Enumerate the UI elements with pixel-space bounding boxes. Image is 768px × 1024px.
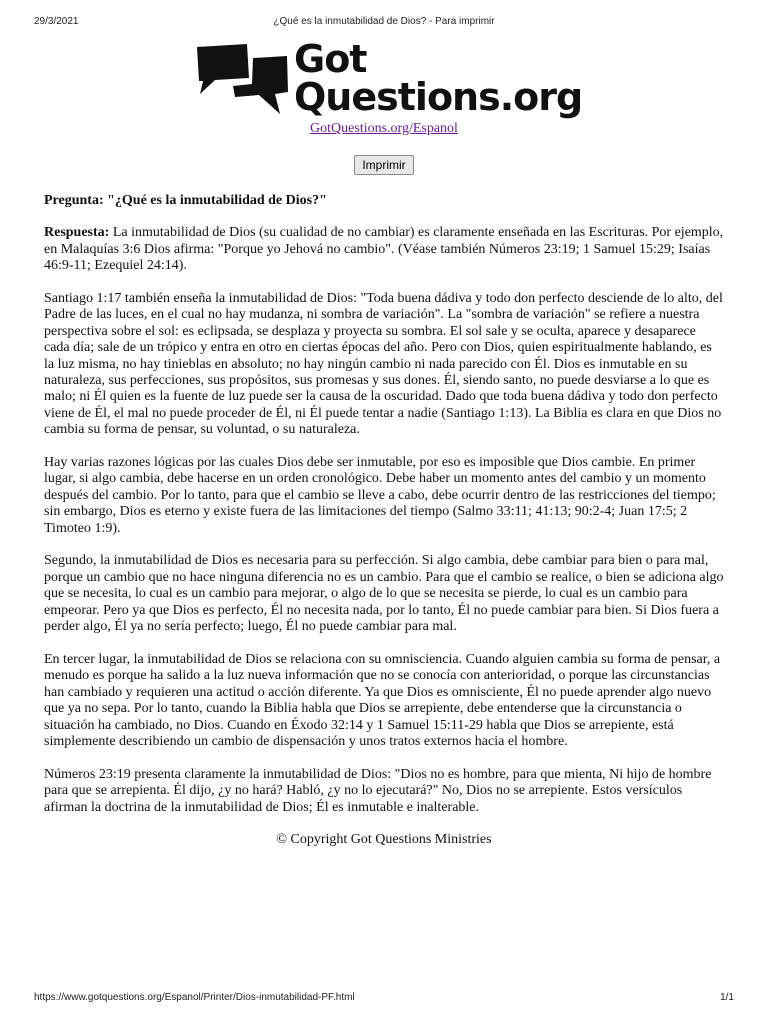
speech-bubbles-icon (195, 42, 289, 120)
print-url: https://www.gotquestions.org/Espanol/Printer/Dios-inmutabilidad-PF.html (34, 992, 355, 1003)
body-paragraph-2: Hay varias razones lógicas por las cuales Dios debe ser inmutable, por eso es imposible que Dios cambie. En primer lugar, si algo cambia, debe hacerse en un orden cronológico. Debe haber un momento antes del cambio y un momento después del cambio. Por lo tanto, para que el cambio se lleve a cabo, debe ocurrir dentro de las restricciones del tiempo; sin embargo, Dios es eterno y existe fuera de las limitaciones del tiempo (Salmo 33:11; 41:13; 90:2-4; Juan 17:5; 2 Timoteo 1:9). (44, 455, 716, 536)
print-header (34, 16, 734, 30)
print-page-title: ¿Qué es la inmutabilidad de Dios? - Para imprimir (273, 16, 495, 27)
logo-line-questions: Questions.org (294, 75, 583, 119)
question-heading: Pregunta: "¿Qué es la inmutabilidad de Dios?" (44, 193, 327, 208)
body-paragraph-3: Segundo, la inmutabilidad de Dios es necesaria para su perfección. Si algo cambia, debe cambiar para bien o para mal, porque un cambio que no hace ninguna diferencia no es un cambio. Para que el cambio se realice, o bien se adiciona algo que se necesita, lo cual es un cambio para mejorar, o algo de lo que se necesita se pierde, lo cual es un cambio para empeorar. Pero ya que Dios es perfecto, Él no necesita nada, por lo tanto, Él no puede cambiar para bien. Si Dios fuera a perder algo, Él ya no sería perfecto; luego, Él no puede cambiar para mal. (44, 553, 724, 635)
print-button[interactable]: Imprimir (354, 155, 414, 175)
answer-paragraph (44, 225, 724, 274)
body-paragraph-4: En tercer lugar, la inmutabilidad de Dios se relaciona con su omnisciencia. Cuando alguien cambia su forma de pensar, a menudo es porque ha salido a la luz nueva información que no se conocía con anterioridad, o porque las circunstancias han cambiado y requieren una actitud o acción diferente. Ya que Dios es omnisciente, Él no puede aprender algo nuevo que ya no sepa. Por lo tanto, cuando la Biblia habla que Dios se arrepiente, debe entenderse que la circunstancia o situación ha cambiado, no Dios. Cuando en Éxodo 32:14 y 1 Samuel 15:11-29 habla que Dios se arrepiente, está simplemente describiendo un cambio de dispensación y unos tratos externos hacia el hombre. (44, 651, 721, 749)
article-content (44, 193, 724, 849)
logo-line-got: Got (294, 37, 367, 81)
answer-label: Respuesta: (44, 225, 110, 241)
site-link-espanol[interactable]: GotQuestions.org/Espanol (310, 121, 458, 136)
answer-intro: La inmutabilidad de Dios (su cualidad de no cambiar) es claramente enseñada en las Escrituras. Por ejemplo, en Malaquías 3:6 Dios afirma: "Porque yo Jehová no cambio". (Véase también Números 23:19; 1 Samuel 15:29; Isaías 46:9-11; Ezequiel 24:14). (44, 225, 724, 274)
body-paragraph-1: Santiago 1:17 también enseña la inmutabilidad de Dios: "Toda buena dádiva y todo don perfecto desciende de lo alto, del Padre de las luces, en el cual no hay mudanza, ni sombra de variación". La "sombra de variación" se refiere a nuestra perspectiva sobre el sol: es eclipsada, se desplaza y proyecta su sombra. El sol sale y se oculta, aparece y desaparece cada día; sale de un trópico y entra en otro en ciertas épocas del año. Pero con Dios, quien espiritualmente hablando, es la luz misma, no hay tinieblas en absoluto; no hay ningún cambio ni nada parecido con Él. Dios es inmutable en su naturaleza, sus perfecciones, sus propósitos, sus promesas y sus dones. Él, siendo santo, no puede desviarse a lo que es malo; ni Él quien es la fuente de luz puede ser la causa de la oscuridad. Dado que toda buena dádiva y todo don perfecto viene de Él, el mal no puede proceder de Él, ni Él puede tentar a nadie (Santiago 1:13). La Biblia es clara en que Dios no cambia su forma de pensar, su voluntad, o su naturaleza. (44, 291, 723, 438)
page-number: 1/1 (720, 992, 734, 1003)
logo-wordmark (294, 37, 583, 119)
copyright-notice: © Copyright Got Questions Ministries (276, 832, 492, 848)
body-paragraph-5: Números 23:19 presenta claramente la inmutabilidad de Dios: "Dios no es hombre, para que mienta, Ni hijo de hombre para que se arrepienta. Él dijo, ¿y no hará? Habló, ¿y no lo ejecutará?" No, Dios no se arrepiente. Estos versículos afirman la doctrina de la inmutabilidad de Dios; Él es inmutable e inalterable. (44, 766, 712, 815)
gotquestions-logo (195, 37, 585, 124)
print-date: 29/3/2021 (34, 16, 79, 27)
print-footer (34, 992, 734, 1006)
